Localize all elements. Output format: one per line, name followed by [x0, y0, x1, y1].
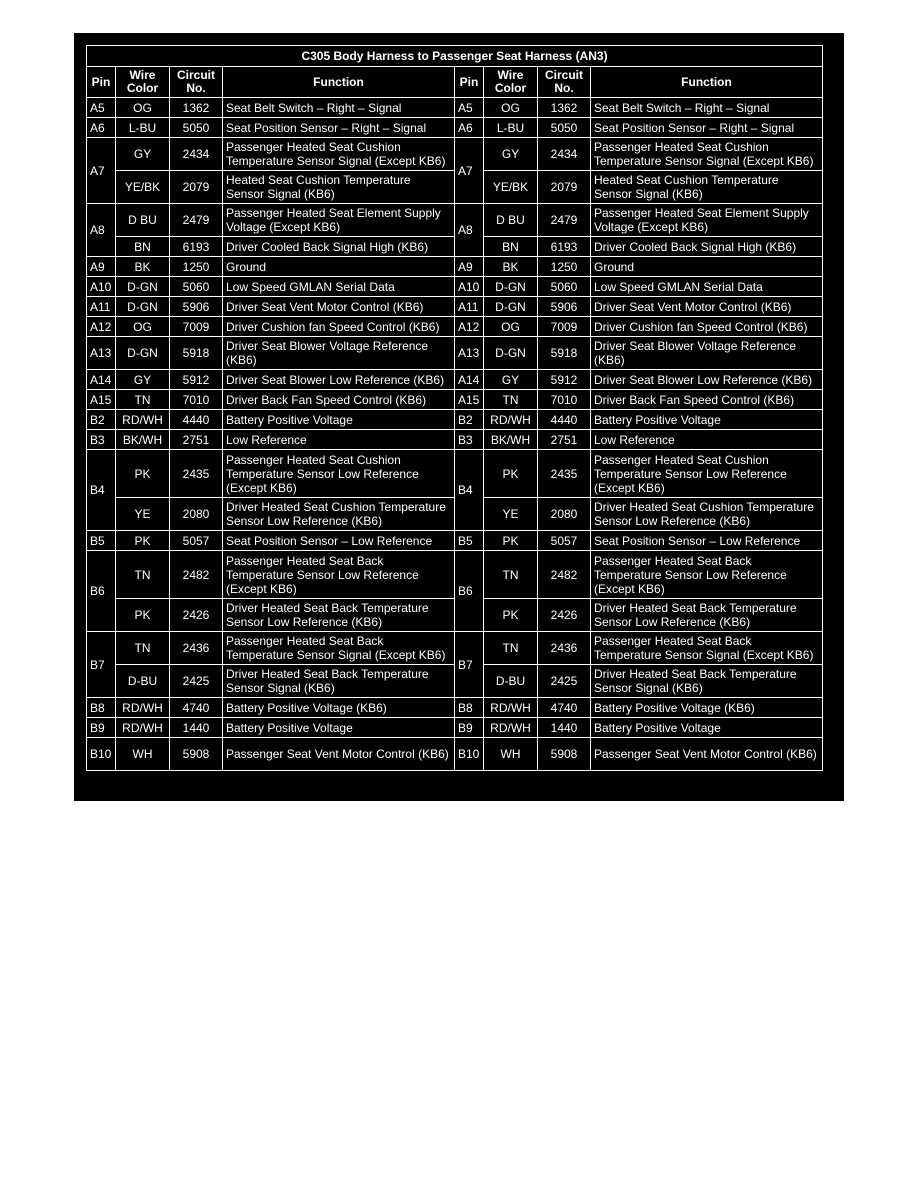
circuit-no-cell: 2479: [170, 204, 223, 237]
function-cell: Driver Heated Seat Cushion Temperature Sensor Low Reference (KB6): [223, 498, 455, 531]
pin-cell: B5: [455, 531, 484, 551]
table-row: [87, 98, 823, 118]
wire-color-cell: D-BU: [484, 665, 538, 698]
wire-color-cell: D-GN: [484, 277, 538, 297]
function-cell: Passenger Heated Seat Cushion Temperature Sensor Low Reference (Except KB6): [591, 450, 823, 498]
circuit-no-cell: 7009: [538, 317, 591, 337]
circuit-no-cell: 6193: [170, 237, 223, 257]
circuit-no-cell: 5912: [538, 370, 591, 390]
function-cell: Heated Seat Cushion Temperature Sensor Signal (KB6): [223, 171, 455, 204]
table-body: [87, 98, 823, 771]
function-cell: Passenger Seat Vent Motor Control (KB6): [591, 738, 823, 771]
wire-color-cell: D BU: [484, 204, 538, 237]
pin-cell: A13: [87, 337, 116, 370]
wire-color-cell: RD/WH: [116, 410, 170, 430]
wire-color-cell: D-BU: [116, 665, 170, 698]
circuit-no-cell: 5906: [538, 297, 591, 317]
table-row: [87, 632, 823, 665]
function-cell: Seat Position Sensor – Low Reference: [223, 531, 455, 551]
pin-cell: A10: [455, 277, 484, 297]
table-row: [87, 138, 823, 171]
circuit-no-cell: 6193: [538, 237, 591, 257]
function-cell: Seat Position Sensor – Low Reference: [591, 531, 823, 551]
wire-color-cell: YE: [116, 498, 170, 531]
table-row: [87, 450, 823, 498]
circuit-no-cell: 5057: [538, 531, 591, 551]
circuit-no-cell: 1362: [170, 98, 223, 118]
pin-cell: A11: [455, 297, 484, 317]
circuit-no-cell: 2435: [170, 450, 223, 498]
wire-color-cell: D-GN: [484, 297, 538, 317]
wire-color-cell: YE/BK: [484, 171, 538, 204]
pin-cell: B3: [455, 430, 484, 450]
function-cell: Driver Back Fan Speed Control (KB6): [591, 390, 823, 410]
header-pin: Pin: [455, 67, 484, 98]
circuit-no-cell: 2751: [538, 430, 591, 450]
table-row: [87, 277, 823, 297]
wire-color-cell: L-BU: [484, 118, 538, 138]
function-cell: Driver Cooled Back Signal High (KB6): [223, 237, 455, 257]
wire-color-cell: PK: [484, 531, 538, 551]
pin-cell: A14: [87, 370, 116, 390]
header-circuit-no: Circuit No.: [170, 67, 223, 98]
circuit-no-cell: 2080: [170, 498, 223, 531]
function-cell: Passenger Heated Seat Back Temperature Sensor Signal (Except KB6): [223, 632, 455, 665]
table-row: [87, 370, 823, 390]
wire-color-cell: D-GN: [484, 337, 538, 370]
wire-color-cell: D-GN: [116, 277, 170, 297]
function-cell: Low Speed GMLAN Serial Data: [223, 277, 455, 297]
wire-color-cell: L-BU: [116, 118, 170, 138]
table-row: [87, 204, 823, 237]
pin-cell: A15: [455, 390, 484, 410]
header-function: Function: [223, 67, 455, 98]
pin-cell: B8: [87, 698, 116, 718]
circuit-no-cell: 2425: [170, 665, 223, 698]
header-circuit-no: Circuit No.: [538, 67, 591, 98]
function-cell: Driver Heated Seat Cushion Temperature Sensor Low Reference (KB6): [591, 498, 823, 531]
pin-cell: B6: [87, 551, 116, 632]
circuit-no-cell: 2436: [170, 632, 223, 665]
wire-color-cell: BK: [116, 257, 170, 277]
wire-color-cell: PK: [116, 599, 170, 632]
pin-cell: B9: [87, 718, 116, 738]
table-row: [87, 718, 823, 738]
wire-color-cell: BN: [484, 237, 538, 257]
wire-color-cell: WH: [484, 738, 538, 771]
pin-cell: A7: [455, 138, 484, 204]
circuit-no-cell: 2080: [538, 498, 591, 531]
circuit-no-cell: 2479: [538, 204, 591, 237]
wire-color-cell: BN: [116, 237, 170, 257]
circuit-no-cell: 2426: [170, 599, 223, 632]
function-cell: Seat Belt Switch – Right – Signal: [223, 98, 455, 118]
circuit-no-cell: 5060: [538, 277, 591, 297]
pin-cell: A8: [455, 204, 484, 257]
function-cell: Seat Belt Switch – Right – Signal: [591, 98, 823, 118]
wire-color-cell: BK: [484, 257, 538, 277]
wire-color-cell: D-GN: [116, 297, 170, 317]
function-cell: Passenger Heated Seat Element Supply Voltage (Except KB6): [223, 204, 455, 237]
circuit-no-cell: 5906: [170, 297, 223, 317]
circuit-no-cell: 2482: [538, 551, 591, 599]
wire-color-cell: YE: [484, 498, 538, 531]
function-cell: Passenger Heated Seat Element Supply Voltage (Except KB6): [591, 204, 823, 237]
function-cell: Driver Seat Blower Voltage Reference (KB6): [591, 337, 823, 370]
wire-color-cell: TN: [116, 390, 170, 410]
table-title: C305 Body Harness to Passenger Seat Harness (AN3): [87, 46, 823, 67]
circuit-no-cell: 1440: [170, 718, 223, 738]
circuit-no-cell: 5908: [170, 738, 223, 771]
table-row: [87, 430, 823, 450]
function-cell: Driver Cushion fan Speed Control (KB6): [591, 317, 823, 337]
circuit-no-cell: 1250: [170, 257, 223, 277]
function-cell: Driver Seat Vent Motor Control (KB6): [591, 297, 823, 317]
function-cell: Low Reference: [223, 430, 455, 450]
connector-table: [86, 45, 823, 771]
function-cell: Passenger Heated Seat Back Temperature Sensor Low Reference (Except KB6): [591, 551, 823, 599]
pin-cell: A12: [87, 317, 116, 337]
function-cell: Driver Seat Blower Low Reference (KB6): [591, 370, 823, 390]
wire-color-cell: PK: [116, 531, 170, 551]
table-row: [87, 738, 823, 771]
pin-cell: A15: [87, 390, 116, 410]
pin-cell: B6: [455, 551, 484, 632]
pin-cell: B5: [87, 531, 116, 551]
function-cell: Driver Cooled Back Signal High (KB6): [591, 237, 823, 257]
circuit-no-cell: 5050: [538, 118, 591, 138]
wire-color-cell: OG: [116, 98, 170, 118]
wire-color-cell: RD/WH: [116, 698, 170, 718]
function-cell: Seat Position Sensor – Right – Signal: [591, 118, 823, 138]
circuit-no-cell: 4740: [538, 698, 591, 718]
circuit-no-cell: 2436: [538, 632, 591, 665]
wire-color-cell: OG: [116, 317, 170, 337]
function-cell: Battery Positive Voltage: [591, 410, 823, 430]
pin-cell: B10: [87, 738, 116, 771]
wire-color-cell: WH: [116, 738, 170, 771]
pin-cell: A13: [455, 337, 484, 370]
circuit-no-cell: 2482: [170, 551, 223, 599]
pin-cell: A6: [455, 118, 484, 138]
function-cell: Passenger Heated Seat Back Temperature Sensor Low Reference (Except KB6): [223, 551, 455, 599]
pin-cell: B2: [455, 410, 484, 430]
header-pin: Pin: [87, 67, 116, 98]
pin-cell: A12: [455, 317, 484, 337]
header-function: Function: [591, 67, 823, 98]
table-row: [87, 698, 823, 718]
function-cell: Driver Seat Blower Voltage Reference (KB6): [223, 337, 455, 370]
function-cell: Driver Back Fan Speed Control (KB6): [223, 390, 455, 410]
circuit-no-cell: 1440: [538, 718, 591, 738]
wire-color-cell: GY: [116, 138, 170, 171]
circuit-no-cell: 2425: [538, 665, 591, 698]
circuit-no-cell: 2435: [538, 450, 591, 498]
function-cell: Driver Heated Seat Back Temperature Sensor Low Reference (KB6): [223, 599, 455, 632]
circuit-no-cell: 2751: [170, 430, 223, 450]
pin-cell: A11: [87, 297, 116, 317]
function-cell: Battery Positive Voltage: [223, 410, 455, 430]
circuit-no-cell: 5050: [170, 118, 223, 138]
table-row: [87, 531, 823, 551]
wire-color-cell: RD/WH: [484, 698, 538, 718]
pin-cell: A5: [87, 98, 116, 118]
pin-cell: A9: [455, 257, 484, 277]
circuit-no-cell: 4440: [170, 410, 223, 430]
circuit-no-cell: 5918: [170, 337, 223, 370]
circuit-no-cell: 7010: [538, 390, 591, 410]
wire-color-cell: BK/WH: [116, 430, 170, 450]
function-cell: Heated Seat Cushion Temperature Sensor Signal (KB6): [591, 171, 823, 204]
function-cell: Driver Seat Vent Motor Control (KB6): [223, 297, 455, 317]
pin-cell: B4: [87, 450, 116, 531]
pin-cell: A5: [455, 98, 484, 118]
function-cell: Driver Heated Seat Back Temperature Sensor Low Reference (KB6): [591, 599, 823, 632]
table-row: [87, 390, 823, 410]
circuit-no-cell: 2079: [538, 171, 591, 204]
wire-color-cell: GY: [116, 370, 170, 390]
table-row: [87, 257, 823, 277]
circuit-no-cell: 5918: [538, 337, 591, 370]
pin-cell: A6: [87, 118, 116, 138]
pin-cell: A14: [455, 370, 484, 390]
wire-color-cell: RD/WH: [116, 718, 170, 738]
wire-color-cell: GY: [484, 138, 538, 171]
wire-color-cell: PK: [484, 599, 538, 632]
table-row: [87, 118, 823, 138]
circuit-no-cell: 2079: [170, 171, 223, 204]
function-cell: Low Reference: [591, 430, 823, 450]
table-row: [87, 337, 823, 370]
wire-color-cell: RD/WH: [484, 718, 538, 738]
circuit-no-cell: 5057: [170, 531, 223, 551]
wire-color-cell: YE/BK: [116, 171, 170, 204]
pin-cell: B3: [87, 430, 116, 450]
wire-color-cell: RD/WH: [484, 410, 538, 430]
function-cell: Low Speed GMLAN Serial Data: [591, 277, 823, 297]
function-cell: Passenger Seat Vent Motor Control (KB6): [223, 738, 455, 771]
wire-color-cell: OG: [484, 317, 538, 337]
circuit-no-cell: 7010: [170, 390, 223, 410]
pin-cell: A7: [87, 138, 116, 204]
pin-cell: B7: [87, 632, 116, 698]
circuit-no-cell: 2426: [538, 599, 591, 632]
pin-cell: B10: [455, 738, 484, 771]
circuit-no-cell: 5908: [538, 738, 591, 771]
header-wire-color: Wire Color: [484, 67, 538, 98]
function-cell: Passenger Heated Seat Cushion Temperature Sensor Low Reference (Except KB6): [223, 450, 455, 498]
pin-cell: A9: [87, 257, 116, 277]
wire-color-cell: TN: [484, 390, 538, 410]
wire-color-cell: PK: [116, 450, 170, 498]
circuit-no-cell: 5060: [170, 277, 223, 297]
pin-cell: A10: [87, 277, 116, 297]
function-cell: Passenger Heated Seat Cushion Temperature Sensor Signal (Except KB6): [223, 138, 455, 171]
table-row: [87, 317, 823, 337]
circuit-no-cell: 7009: [170, 317, 223, 337]
pin-cell: B4: [455, 450, 484, 531]
function-cell: Driver Heated Seat Back Temperature Sensor Signal (KB6): [223, 665, 455, 698]
circuit-no-cell: 2434: [170, 138, 223, 171]
wire-color-cell: TN: [116, 632, 170, 665]
table-row: [87, 410, 823, 430]
pin-cell: B7: [455, 632, 484, 698]
wire-color-cell: BK/WH: [484, 430, 538, 450]
circuit-no-cell: 2434: [538, 138, 591, 171]
wire-color-cell: TN: [484, 551, 538, 599]
circuit-no-cell: 1250: [538, 257, 591, 277]
circuit-no-cell: 5912: [170, 370, 223, 390]
function-cell: Ground: [591, 257, 823, 277]
wire-color-cell: PK: [484, 450, 538, 498]
circuit-no-cell: 4740: [170, 698, 223, 718]
pin-cell: A8: [87, 204, 116, 257]
wire-color-cell: TN: [484, 632, 538, 665]
circuit-no-cell: 4440: [538, 410, 591, 430]
table-row: [87, 297, 823, 317]
function-cell: Passenger Heated Seat Cushion Temperature Sensor Signal (Except KB6): [591, 138, 823, 171]
function-cell: Driver Seat Blower Low Reference (KB6): [223, 370, 455, 390]
pin-cell: B9: [455, 718, 484, 738]
function-cell: Ground: [223, 257, 455, 277]
function-cell: Battery Positive Voltage: [591, 718, 823, 738]
wire-color-cell: TN: [116, 551, 170, 599]
function-cell: Battery Positive Voltage: [223, 718, 455, 738]
connector-table-frame: [74, 33, 844, 801]
function-cell: Battery Positive Voltage (KB6): [591, 698, 823, 718]
circuit-no-cell: 1362: [538, 98, 591, 118]
function-cell: Driver Cushion fan Speed Control (KB6): [223, 317, 455, 337]
table-row: [87, 551, 823, 599]
wire-color-cell: OG: [484, 98, 538, 118]
function-cell: Seat Position Sensor – Right – Signal: [223, 118, 455, 138]
wire-color-cell: D BU: [116, 204, 170, 237]
wire-color-cell: D-GN: [116, 337, 170, 370]
pin-cell: B8: [455, 698, 484, 718]
wire-color-cell: GY: [484, 370, 538, 390]
function-cell: Battery Positive Voltage (KB6): [223, 698, 455, 718]
header-wire-color: Wire Color: [116, 67, 170, 98]
function-cell: Passenger Heated Seat Back Temperature Sensor Signal (Except KB6): [591, 632, 823, 665]
pin-cell: B2: [87, 410, 116, 430]
function-cell: Driver Heated Seat Back Temperature Sensor Signal (KB6): [591, 665, 823, 698]
